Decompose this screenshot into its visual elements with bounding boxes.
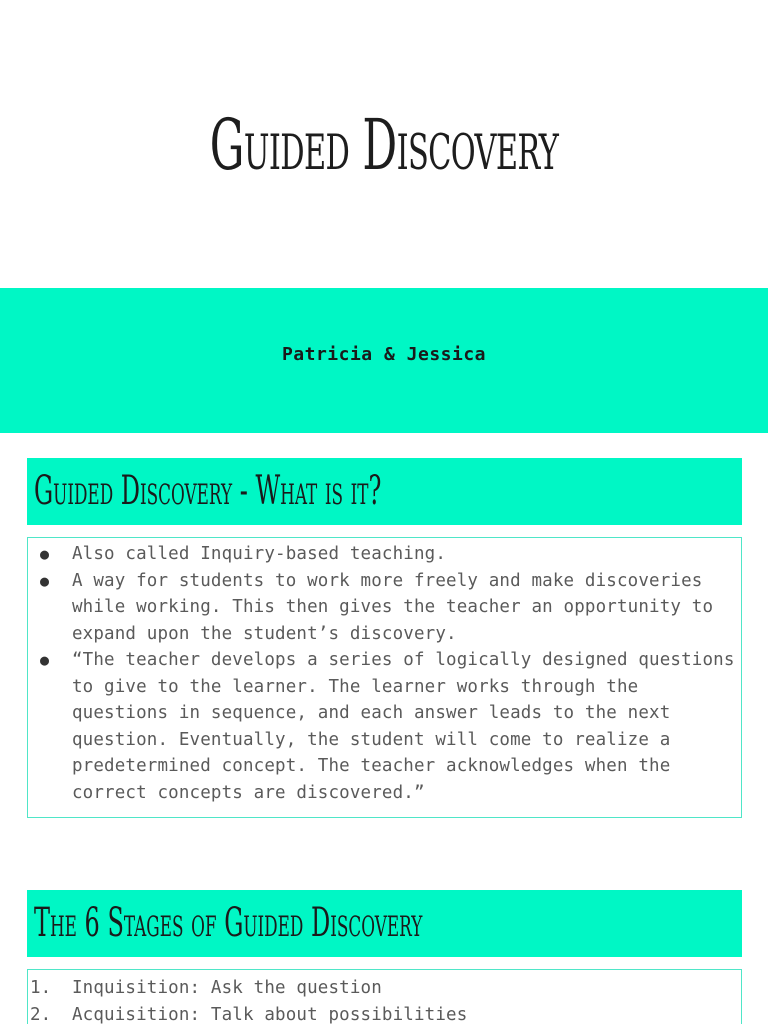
list-item — [28, 975, 741, 1002]
list-item — [28, 647, 741, 806]
section-body-six-stages — [27, 969, 742, 1024]
bullet-list — [28, 538, 741, 806]
bullet-text: Also called Inquiry-based teaching. — [72, 544, 447, 564]
bullet-text: A way for students to work more freely and make discoveries while working. This then gives the teacher an opportunity to expand upon the student’s discovery. — [72, 570, 714, 644]
bullet-text: “The teacher develops a series of logically designed questions to give to the learner. The learner works through the questions in sequence, and each answer leads to the next question. Eventually, the student will come to realize a predetermined concept. The teacher acknowledges when the correct concepts are discovered.” — [72, 650, 735, 803]
numbered-list — [28, 970, 741, 1024]
item-text: Acquisition: Talk about possibilities — [72, 1004, 468, 1024]
bullet-icon: ● — [40, 545, 50, 563]
bullet-icon: ● — [40, 651, 50, 669]
bullet-icon: ● — [40, 571, 50, 590]
list-item — [28, 1002, 741, 1024]
section-heading-what-is-it — [27, 458, 742, 525]
list-item — [28, 541, 741, 568]
authors-label: Patricia & Jessica — [281, 344, 487, 365]
item-number: 1. — [30, 978, 52, 998]
item-number: 2. — [30, 1004, 52, 1024]
page-title: Guided Discovery — [209, 104, 559, 186]
section-body-what-is-it — [27, 537, 742, 818]
section-heading-six-stages — [27, 890, 742, 957]
title-slide — [0, 0, 768, 288]
item-text: Inquisition: Ask the question — [72, 978, 382, 998]
section-heading-text: Guided Discovery - What is it? — [34, 468, 382, 514]
list-item — [28, 568, 741, 648]
section-heading-text: The 6 Stages of Guided Discovery — [34, 900, 423, 946]
